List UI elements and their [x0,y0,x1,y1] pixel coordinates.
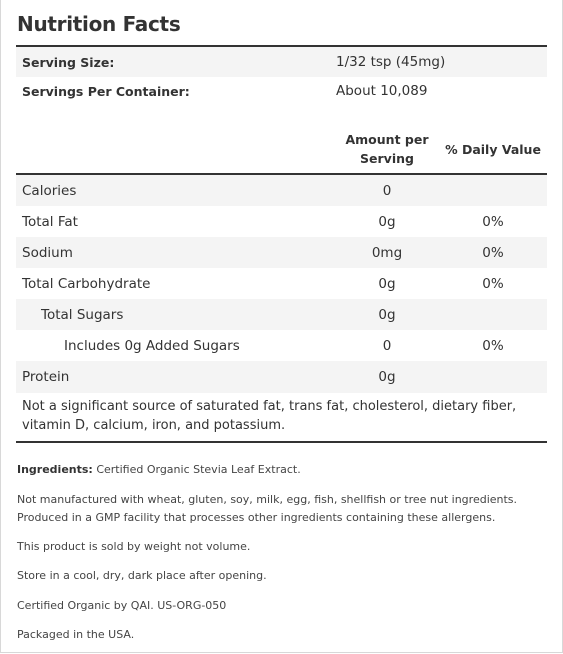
nutrient-row-sodium [16,237,547,268]
nutrition-footnote: Not a significant source of saturated fat, trans fat, cholesterol, dietary fiber, vitamin D, calcium, iron, and potassium. [22,399,517,433]
nutrient-amount: 0g [378,306,396,323]
allergen-note: Not manufactured with wheat, gluten, soy, milk, egg, fish, shellfish or tree nut ingredients. Produced in a GMP facility that processes other ingredients containing these allergens. [17,493,518,524]
serving-size-value: 1/32 tsp (45mg) [336,54,446,70]
servings-per-container-value: About 10,089 [336,83,428,99]
nutrient-daily-value: 0% [482,244,504,261]
nutrient-daily-value: 0% [482,337,504,354]
certification-note: Certified Organic by QAI. US-ORG-050 [17,599,227,612]
ingredients-line [17,461,552,479]
column-header-row [16,128,547,170]
nutrient-amount: 0g [378,369,396,385]
nutrient-amount: 0g [378,213,396,230]
nutrient-daily-value [442,299,544,330]
weight-note: This product is sold by weight not volume. [17,540,251,553]
nutrient-daily-value [442,175,544,206]
nutrient-row-total-sugars [16,299,547,330]
packaging-note: Packaged in the USA. [17,628,135,641]
nutrient-amount: 0mg [371,244,403,261]
nutrient-name: Total Sugars [41,306,124,323]
nutrient-name: Total Carbohydrate [22,275,151,292]
ingredients-label: Ingredients: [17,463,93,476]
ingredients-text: Certified Organic Stevia Leaf Extract. [92,463,301,476]
nutrient-name: Protein [22,369,70,385]
amount-per-serving-header: Amount per Serving [345,132,429,166]
storage-note: Store in a cool, dry, dark place after opening. [17,569,267,582]
nutrient-name: Calories [22,182,77,199]
nutrient-amount: 0g [378,275,396,292]
nutrient-row-calories [16,175,547,206]
servings-per-container-row [16,77,547,105]
nutrient-name: Sodium [22,244,73,261]
nutrient-name: Total Fat [22,213,78,230]
nutrient-row-protein [16,361,547,393]
nutrient-row-added-sugars [16,330,547,361]
nutrient-daily-value: 0% [482,213,504,230]
serving-size-label: Serving Size: [22,54,115,70]
nutrient-row-total-fat [16,206,547,237]
nutrient-amount: 0 [382,182,392,199]
bottom-thick-rule [16,441,547,443]
nutrient-daily-value [442,361,544,393]
nutrient-name: Includes 0g Added Sugars [64,337,240,354]
serving-size-row [16,47,547,77]
nutrition-facts-title: Nutrition Facts [17,12,181,36]
nutrient-row-total-carbohydrate [16,268,547,299]
nutrient-daily-value: 0% [482,275,504,292]
servings-per-container-label: Servings Per Container: [22,83,190,99]
nutrient-amount: 0 [382,337,392,354]
daily-value-header: % Daily Value [445,141,541,157]
